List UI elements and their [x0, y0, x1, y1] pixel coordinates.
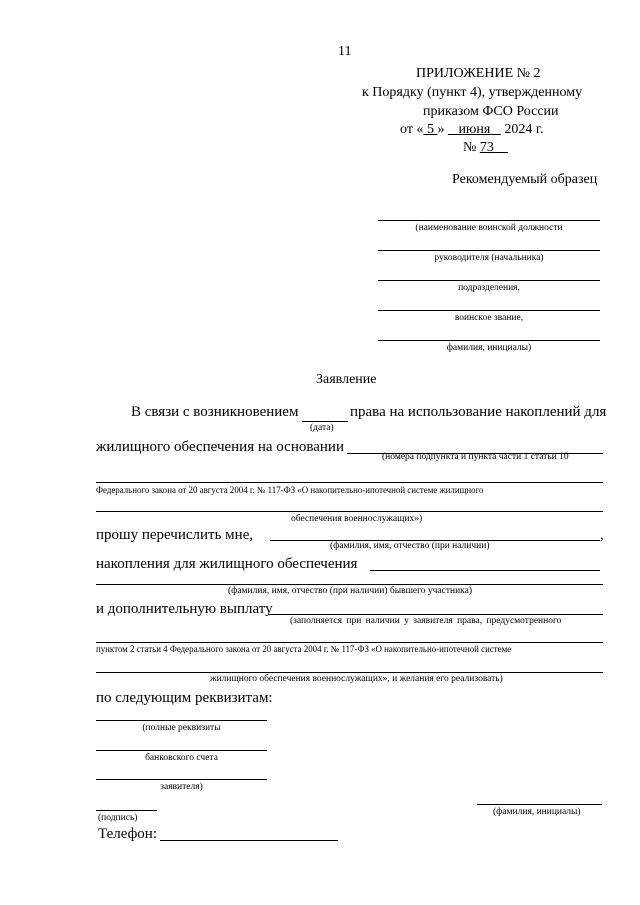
appendix-date — [400, 122, 544, 138]
hint-date: (дата) — [310, 423, 334, 433]
hint-law: Федерального закона от 20 августа 2004 г. № 117-ФЗ «О накопительно-ипотечной системе жилищного — [96, 485, 484, 495]
addressee-hint-5: фамилия, инициалы) — [446, 343, 532, 353]
former-line — [96, 584, 603, 585]
p3-comma: , — [600, 527, 604, 543]
addressee-line-1 — [378, 220, 600, 221]
p5-text: и дополнительную выплату — [96, 601, 273, 617]
addressee-hint-1: (наименование воинской должности — [415, 223, 563, 233]
addressee-line-4 — [378, 310, 600, 311]
hint-signature: (подпись) — [98, 813, 138, 823]
hint-extra-2: пунктом 2 статьи 4 Федерального закона от 20 августа 2004 г. № 117-ФЗ «О накопительно-ипотечной системе — [96, 644, 512, 654]
hint-bank-2: банковского счета — [145, 753, 218, 763]
p3-text: прошу перечислить мне, — [96, 527, 254, 543]
extra-line-1 — [268, 614, 603, 615]
date-mid: » — [437, 122, 445, 137]
addressee-line-2 — [378, 250, 600, 251]
hint-name: (фамилия, инициалы) — [493, 807, 581, 817]
law-end-line — [96, 511, 603, 512]
document-title: Заявление — [316, 372, 377, 387]
extra-line-3 — [96, 672, 603, 673]
addressee-hint-2: руководителя (начальника) — [434, 253, 544, 263]
hint-law-end: обеспечения военнослужащих») — [291, 514, 423, 524]
name-line — [477, 804, 602, 805]
phone-line — [160, 840, 338, 841]
p6-text: по следующим реквизитам: — [96, 690, 273, 706]
bank-line-1 — [96, 720, 267, 721]
page-number: 11 — [338, 44, 352, 59]
order-number: № 73 — [463, 140, 494, 155]
hint-extra-1: (заполняется при наличии у заявителя права, предусмотренного — [290, 616, 562, 626]
p2-text: жилищного обеспечения на основании — [96, 439, 344, 455]
appendix-line2: приказом ФСО России — [423, 104, 559, 119]
hint-article: (номера подпункта и пункта части 1 статьи 10 — [382, 452, 569, 462]
p4-text: накопления для жилищного обеспечения — [96, 556, 358, 572]
hint-extra-3: жилищного обеспечения военнослужащих», и желания его реализовать) — [210, 674, 503, 684]
law-line — [96, 482, 603, 483]
addressee-line-3 — [378, 280, 600, 281]
p1-end: права на использование накоплений для — [350, 404, 607, 420]
date-prefix: от « — [400, 122, 424, 137]
phone-label: Телефон: — [98, 826, 157, 842]
date-blank-line — [302, 421, 348, 422]
hint-fio: (фамилия, имя, отчество (при наличии) — [330, 541, 490, 551]
date-month: июня — [458, 122, 491, 137]
date-day: 5 — [426, 122, 434, 137]
addressee-hint-3: подразделения, — [458, 283, 520, 293]
p1-start: В связи с возникновением — [131, 404, 299, 420]
hint-bank-1: (полные реквизиты — [142, 723, 221, 733]
bank-line-2 — [96, 750, 267, 751]
extra-line-2 — [96, 642, 603, 643]
hint-bank-3: заявителя) — [160, 782, 203, 792]
savings-line — [370, 570, 600, 571]
sample-label: Рекомендуемый образец — [452, 172, 598, 187]
hint-fio-former: (фамилия, имя, отчество (при наличии) бывшего участника) — [228, 586, 473, 596]
addressee-line-5 — [378, 340, 600, 341]
bank-line-3 — [96, 779, 267, 780]
appendix-line1: к Порядку (пункт 4), утвержденному — [362, 85, 583, 100]
appendix-title: ПРИЛОЖЕНИЕ № 2 — [416, 66, 541, 81]
date-year: 2024 г. — [504, 122, 544, 137]
signature-line — [96, 810, 157, 811]
addressee-hint-4: воинское звание, — [454, 313, 524, 323]
